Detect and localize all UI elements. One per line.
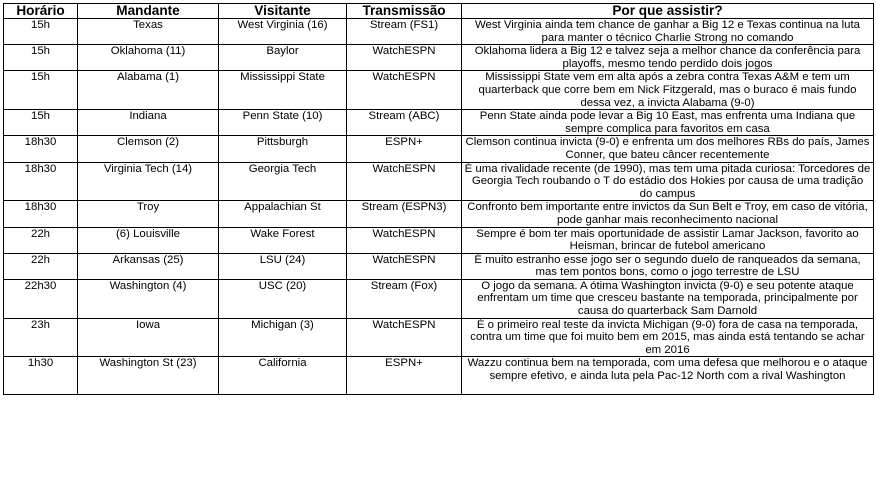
table-row bbox=[4, 201, 874, 227]
cell-time: 18h30 bbox=[4, 162, 78, 201]
cell-time: 23h bbox=[4, 318, 78, 357]
cell-home: Indiana bbox=[78, 110, 219, 136]
cell-home: Clemson (2) bbox=[78, 136, 219, 162]
cell-time: 22h bbox=[4, 253, 78, 279]
cell-time: 1h30 bbox=[4, 357, 78, 395]
cell-time: 22h30 bbox=[4, 279, 78, 318]
cell-time: 15h bbox=[4, 110, 78, 136]
cell-home: Arkansas (25) bbox=[78, 253, 219, 279]
cell-why-watch: Wazzu continua bem na temporada, com uma defesa que melhorou e o ataque sempre efetivo, e ainda luta pela Pac-12 North com a rival Washington bbox=[462, 357, 874, 395]
cell-why-watch: West Virginia ainda tem chance de ganhar a Big 12 e Texas continua na luta para manter o técnico Charlie Strong no comando bbox=[462, 19, 874, 45]
table-row bbox=[4, 227, 874, 253]
cell-why-watch: Sempre é bom ter mais oportunidade de assistir Lamar Jackson, favorito ao Heisman, brincar de futebol americano bbox=[462, 227, 874, 253]
cell-home: Washington (4) bbox=[78, 279, 219, 318]
cell-time: 22h bbox=[4, 227, 78, 253]
cell-broadcast: Stream (FS1) bbox=[347, 19, 462, 45]
cell-home: Alabama (1) bbox=[78, 71, 219, 110]
cell-why-watch: É o primeiro real teste da invicta Michigan (9-0) fora de casa na temporada, contra um time que foi muito bem em 2015, mas ainda está tentando se achar em 2016 bbox=[462, 318, 874, 357]
cell-home: Iowa bbox=[78, 318, 219, 357]
cell-away: USC (20) bbox=[219, 279, 347, 318]
cell-home: Virginia Tech (14) bbox=[78, 162, 219, 201]
cell-broadcast: WatchESPN bbox=[347, 227, 462, 253]
cell-time: 15h bbox=[4, 45, 78, 71]
cell-time: 15h bbox=[4, 19, 78, 45]
table-row bbox=[4, 357, 874, 395]
cell-home: Texas bbox=[78, 19, 219, 45]
cell-away: California bbox=[219, 357, 347, 395]
cell-away: Baylor bbox=[219, 45, 347, 71]
table-row bbox=[4, 110, 874, 136]
cell-broadcast: WatchESPN bbox=[347, 162, 462, 201]
cell-broadcast: WatchESPN bbox=[347, 71, 462, 110]
cell-why-watch: É muito estranho esse jogo ser o segundo duelo de ranqueados da semana, mas tem pontos bons, como o jogo terrestre de LSU bbox=[462, 253, 874, 279]
table-row bbox=[4, 162, 874, 201]
cell-why-watch: Oklahoma lidera a Big 12 e talvez seja a melhor chance da conferência para playoffs, mesmo tendo perdido dois jogos bbox=[462, 45, 874, 71]
table-row bbox=[4, 279, 874, 318]
table-row bbox=[4, 71, 874, 110]
table-row bbox=[4, 45, 874, 71]
cell-away: Penn State (10) bbox=[219, 110, 347, 136]
cell-home: (6) Louisville bbox=[78, 227, 219, 253]
table-row bbox=[4, 253, 874, 279]
cell-away: West Virginia (16) bbox=[219, 19, 347, 45]
header-row bbox=[4, 4, 874, 19]
cell-why-watch: O jogo da semana. A ótima Washington invicta (9-0) e seu potente ataque enfrentam um time que cresceu bastante na temporada, principalmente por causa do quarterback Sam Darnold bbox=[462, 279, 874, 318]
cell-time: 18h30 bbox=[4, 201, 78, 227]
cell-home: Oklahoma (11) bbox=[78, 45, 219, 71]
cell-broadcast: ESPN+ bbox=[347, 357, 462, 395]
cell-why-watch: Confronto bem importante entre invictos da Sun Belt e Troy, em caso de vitória, pode ganhar mais reconhecimento nacional bbox=[462, 201, 874, 227]
games-table bbox=[3, 3, 874, 395]
cell-home: Troy bbox=[78, 201, 219, 227]
cell-why-watch: Clemson continua invicta (9-0) e enfrenta um dos melhores RBs do país, James Conner, que bateu câncer recentemente bbox=[462, 136, 874, 162]
cell-broadcast: Stream (Fox) bbox=[347, 279, 462, 318]
cell-broadcast: WatchESPN bbox=[347, 253, 462, 279]
header-away: Visitante bbox=[219, 4, 347, 19]
cell-away: Appalachian St bbox=[219, 201, 347, 227]
cell-away: LSU (24) bbox=[219, 253, 347, 279]
cell-away: Pittsburgh bbox=[219, 136, 347, 162]
cell-broadcast: WatchESPN bbox=[347, 45, 462, 71]
table-row bbox=[4, 19, 874, 45]
cell-why-watch: Penn State ainda pode levar a Big 10 East, mas enfrenta uma Indiana que sempre complica para favoritos em casa bbox=[462, 110, 874, 136]
header-why-watch: Por que assistir? bbox=[462, 4, 874, 19]
cell-time: 15h bbox=[4, 71, 78, 110]
cell-home: Washington St (23) bbox=[78, 357, 219, 395]
cell-away: Mississippi State bbox=[219, 71, 347, 110]
header-home: Mandante bbox=[78, 4, 219, 19]
cell-time: 18h30 bbox=[4, 136, 78, 162]
header-time: Horário bbox=[4, 4, 78, 19]
cell-why-watch: Mississippi State vem em alta após a zebra contra Texas A&M e tem um quarterback que corre bem em Nick Fitzgerald, mas o buraco é mais fundo dessa vez, a invicta Alabama (9-0) bbox=[462, 71, 874, 110]
table-row bbox=[4, 136, 874, 162]
cell-broadcast: Stream (ESPN3) bbox=[347, 201, 462, 227]
cell-broadcast: Stream (ABC) bbox=[347, 110, 462, 136]
header-broadcast: Transmissão bbox=[347, 4, 462, 19]
cell-broadcast: ESPN+ bbox=[347, 136, 462, 162]
cell-away: Michigan (3) bbox=[219, 318, 347, 357]
cell-away: Georgia Tech bbox=[219, 162, 347, 201]
cell-broadcast: WatchESPN bbox=[347, 318, 462, 357]
table-row bbox=[4, 318, 874, 357]
cell-away: Wake Forest bbox=[219, 227, 347, 253]
cell-why-watch: É uma rivalidade recente (de 1990), mas tem uma pitada curiosa: Torcedores de Georgia Tech roubando o T do estádio dos Hokies por causa de uma tradição do campus bbox=[462, 162, 874, 201]
